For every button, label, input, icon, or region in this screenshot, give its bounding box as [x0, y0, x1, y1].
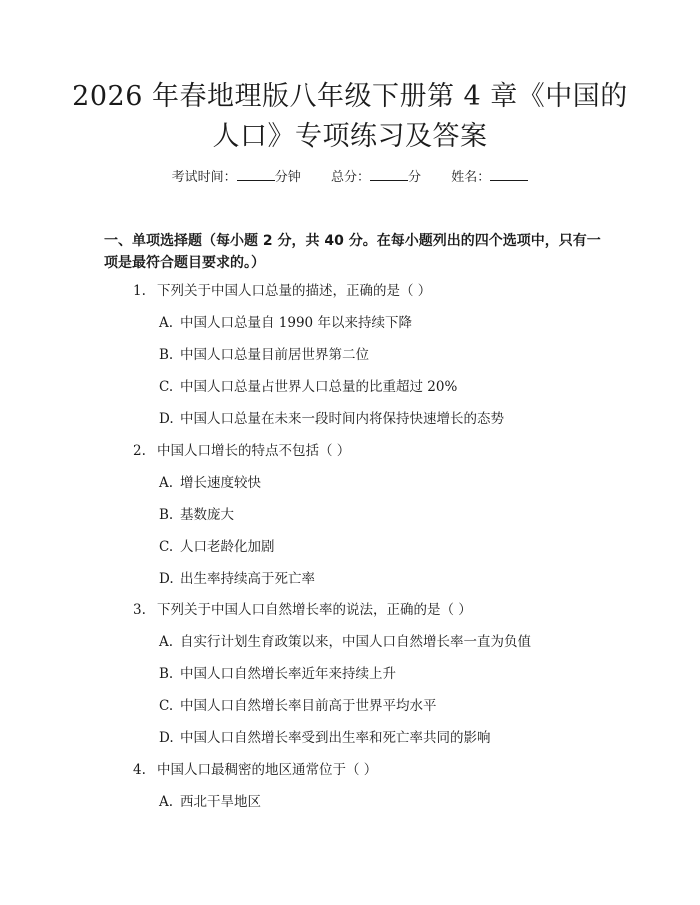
- option-letter: B.: [159, 347, 174, 363]
- question-text: 下列关于中国人口自然增长率的说法，正确的是（ ）: [157, 602, 472, 618]
- question-3-option-d: [159, 728, 491, 748]
- question-number: 4.: [133, 762, 146, 778]
- question-4-option-a: [159, 792, 261, 812]
- option-letter: A.: [159, 634, 174, 650]
- section-heading: 一、单项选择题（每小题 2 分，共 40 分。在每小题列出的四个选项中，只有一项是最符合题目要求的。）: [104, 233, 601, 271]
- name-label: 姓名：: [451, 170, 491, 185]
- score-unit: 分: [408, 170, 422, 185]
- time-unit: 分钟: [274, 170, 301, 185]
- option-letter: D.: [159, 411, 174, 427]
- option-text: 增长速度较快: [180, 475, 261, 491]
- question-2-option-a: [159, 473, 261, 493]
- time-blank: [237, 168, 275, 181]
- option-letter: A.: [159, 794, 174, 810]
- question-1-option-a: [159, 313, 412, 333]
- question-number: 1.: [133, 283, 146, 299]
- question-2-option-d: [159, 569, 315, 589]
- question-number: 3.: [133, 602, 146, 618]
- question-1-option-b: [159, 345, 369, 365]
- option-text: 自实行计划生育政策以来，中国人口自然增长率一直为负值: [180, 634, 531, 650]
- question-text: 中国人口最稠密的地区通常位于（ ）: [157, 762, 378, 778]
- document-title-line-1: 2026 年春地理版八年级下册第 4 章《中国的: [72, 81, 628, 112]
- score-label: 总分：: [330, 170, 370, 185]
- option-letter: C.: [159, 539, 174, 555]
- question-4: [133, 760, 377, 780]
- name-blank: [490, 168, 528, 181]
- option-text: 人口老龄化加剧: [180, 539, 275, 555]
- option-text: 出生率持续高于死亡率: [180, 571, 315, 587]
- option-text: 中国人口总量占世界人口总量的比重超过 20%: [180, 379, 458, 395]
- question-2-option-b: [159, 505, 234, 525]
- exam-meta-line: [0, 168, 700, 188]
- option-text: 中国人口总量在未来一段时间内将保持快速增长的态势: [180, 411, 504, 427]
- option-text: 西北干旱地区: [180, 794, 261, 810]
- question-3-option-a: [159, 632, 531, 652]
- option-text: 中国人口总量自 1990 年以来持续下降: [180, 315, 412, 331]
- question-text: 中国人口增长的特点不包括（ ）: [157, 443, 351, 459]
- option-letter: C.: [159, 698, 174, 714]
- question-2-option-c: [159, 537, 275, 557]
- option-letter: D.: [159, 571, 174, 587]
- option-letter: D.: [159, 730, 174, 746]
- question-3: [133, 600, 472, 620]
- question-2: [133, 441, 350, 461]
- option-letter: A.: [159, 475, 174, 491]
- document-title-line-2: 人口》专项练习及答案: [212, 121, 488, 152]
- time-label: 考试时间：: [171, 170, 237, 185]
- option-text: 中国人口自然增长率目前高于世界平均水平: [180, 698, 437, 714]
- option-text: 中国人口自然增长率受到出生率和死亡率共同的影响: [180, 730, 491, 746]
- question-3-option-c: [159, 696, 437, 716]
- score-blank: [370, 168, 408, 181]
- question-number: 2.: [133, 443, 146, 459]
- option-letter: B.: [159, 507, 174, 523]
- option-text: 基数庞大: [180, 507, 234, 523]
- question-1: [133, 281, 431, 301]
- option-text: 中国人口总量目前居世界第二位: [180, 347, 369, 363]
- question-3-option-b: [159, 664, 396, 684]
- option-text: 中国人口自然增长率近年来持续上升: [180, 666, 396, 682]
- question-text: 下列关于中国人口总量的描述，正确的是（ ）: [157, 283, 432, 299]
- option-letter: B.: [159, 666, 174, 682]
- option-letter: A.: [159, 315, 174, 331]
- option-letter: C.: [159, 379, 174, 395]
- question-1-option-c: [159, 377, 457, 397]
- question-1-option-d: [159, 409, 504, 429]
